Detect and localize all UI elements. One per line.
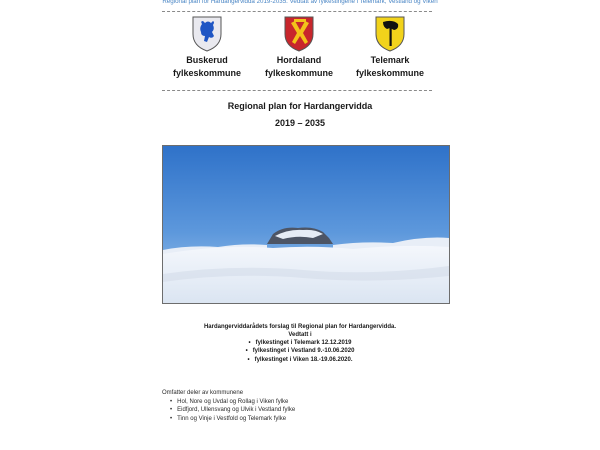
list-item: • fylkestinget i Viken 18.-19.06.2020. — [0, 356, 600, 364]
list-item: • fylkestinget i Telemark 12.12.2019 — [0, 339, 600, 347]
proposal-line: Hardangerviddarådets forslag til Regional plan for Hardangervidda. — [203, 324, 397, 330]
adoption-list — [0, 339, 600, 364]
county-hordaland — [249, 16, 349, 80]
telemark-coat-of-arms-icon — [375, 16, 405, 52]
plan-title — [0, 98, 600, 132]
list-item: • Eidfjord, Ullensvang og Ulvik i Vestland fylke — [170, 406, 462, 415]
county-name-telemark: Telemark fylkeskommune — [355, 55, 425, 78]
county-telemark — [340, 16, 440, 80]
municipalities-list — [162, 398, 462, 424]
county-name-hordaland: Hordaland fylkeskommune — [264, 55, 334, 78]
adopted-label: Vedtatt i — [288, 332, 312, 338]
document-header-link[interactable]: Regional plan for Hardangervidda 2019-2035. Vedtatt av fylkestingene i Telemark, Vestland og Viken — [162, 0, 438, 5]
county-buskerud — [157, 16, 257, 80]
municipalities-section — [162, 389, 462, 423]
hordaland-coat-of-arms-icon — [284, 16, 314, 52]
cover-photo-hardangervidda — [162, 145, 450, 304]
county-name-buskerud: Buskerud fylkeskommune — [172, 55, 242, 78]
list-item: • Hol, Nore og Uvdal og Rollag i Viken fylke — [170, 398, 462, 407]
buskerud-coat-of-arms-icon — [192, 16, 222, 52]
list-item: • fylkestinget i Vestland 9.-10.06.2020 — [0, 347, 600, 355]
list-item: • Tinn og Vinje i Vestfold og Telemark fylke — [170, 415, 462, 424]
title-divider — [162, 90, 432, 91]
plan-title-line: Regional plan for Hardangervidda — [227, 101, 373, 111]
header-divider — [162, 11, 432, 12]
plan-period: 2019 – 2035 — [274, 118, 326, 128]
municipalities-intro: Omfatter deler av kommunene — [162, 390, 244, 396]
adoption-info — [0, 323, 600, 364]
